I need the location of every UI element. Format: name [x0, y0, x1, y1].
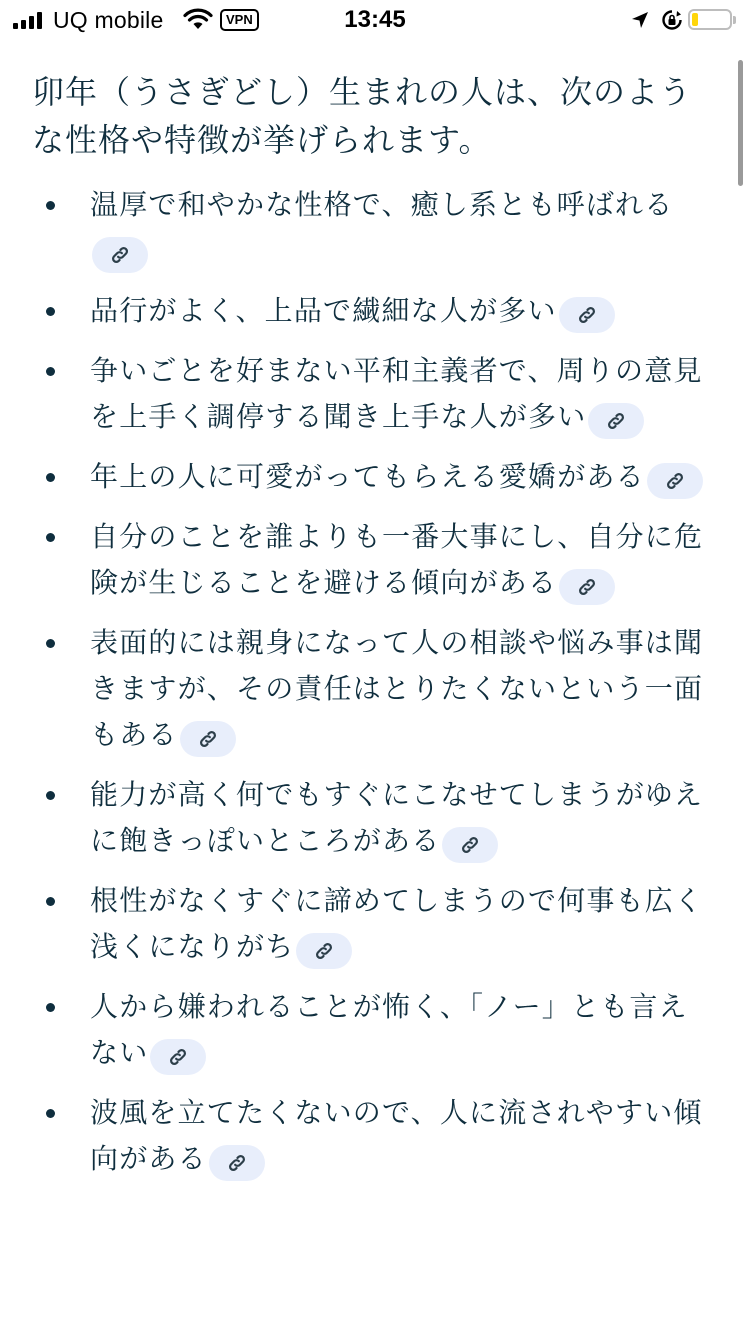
list-item — [32, 878, 712, 970]
bullet-icon — [46, 1109, 55, 1118]
link-icon — [109, 244, 131, 266]
citation-link-button[interactable] — [559, 297, 615, 333]
status-bar — [0, 0, 750, 40]
list-item-text: 争いごとを好まない平和主義者で、周りの意見を上手く調停する聞き上手な人が多い — [90, 354, 703, 433]
bullet-icon — [46, 639, 55, 648]
list-item — [32, 620, 712, 758]
bullet-icon — [46, 367, 55, 376]
link-icon — [459, 834, 481, 856]
citation-link-button[interactable] — [296, 933, 352, 969]
link-icon — [576, 576, 598, 598]
orientation-lock-icon — [661, 9, 683, 36]
list-item — [32, 1090, 712, 1182]
bullet-icon — [46, 533, 55, 542]
battery-level — [692, 13, 698, 26]
link-icon — [664, 470, 686, 492]
location-arrow-icon — [630, 10, 650, 35]
bullet-icon — [46, 307, 55, 316]
list-item — [32, 454, 712, 500]
citation-link-button[interactable] — [588, 403, 644, 439]
intro-paragraph: 卯年（うさぎどし）生まれの人は、次のような性格や特徴が挙げられます。 — [32, 73, 693, 159]
bullet-icon — [46, 1003, 55, 1012]
list-item-text: 能力が高く何でもすぐにこなせてしまうがゆえに飽きっぽいところがある — [90, 778, 704, 857]
citation-link-button[interactable] — [180, 721, 236, 757]
list-item — [32, 984, 712, 1076]
citation-link-button[interactable] — [150, 1039, 206, 1075]
list-item-text: 品行がよく、上品で繊細な人が多い — [90, 294, 557, 327]
link-icon — [197, 728, 219, 750]
bullet-icon — [46, 791, 55, 800]
list-item-text: 温厚で和やかな性格で、癒し系とも呼ばれる — [90, 188, 674, 221]
list-item-text: 年上の人に可愛がってもらえる愛嬌がある — [90, 460, 645, 493]
list-item — [32, 288, 712, 334]
link-icon — [167, 1046, 189, 1068]
link-icon — [576, 304, 598, 326]
article-content — [32, 68, 712, 1196]
link-icon — [313, 940, 335, 962]
carrier-name: UQ mobile — [53, 7, 164, 33]
scrollbar[interactable] — [738, 60, 743, 186]
battery-cap — [733, 16, 736, 24]
list-item — [32, 514, 712, 606]
citation-link-button[interactable] — [647, 463, 703, 499]
citation-link-button[interactable] — [559, 569, 615, 605]
citation-link-button[interactable] — [209, 1145, 265, 1181]
vpn-badge: VPN — [220, 9, 259, 31]
list-item-text: 人から嫌われることが怖く、「ノー」とも言えない — [90, 990, 688, 1069]
status-time: 13:45 — [344, 6, 406, 33]
list-item-text: 根性がなくすぐに諦めてしまうので何事も広く浅くになりがち — [90, 884, 704, 963]
list-item — [32, 182, 712, 274]
citation-link-button[interactable] — [92, 237, 148, 273]
list-item-text: 自分のことを誰よりも一番大事にし、自分に危険が生じることを避ける傾向がある — [90, 520, 704, 599]
bullet-icon — [46, 897, 55, 906]
list-item — [32, 772, 712, 864]
bullet-icon — [46, 473, 55, 482]
link-icon — [226, 1152, 248, 1174]
list-item-text: 表面的には親身になって人の相談や悩み事は聞きますが、その責任はとりたくないという一面もある — [90, 626, 704, 751]
link-icon — [605, 410, 627, 432]
battery-icon — [688, 9, 732, 30]
list-item-text: 波風を立てたくないので、人に流されやすい傾向がある — [90, 1096, 703, 1175]
citation-link-button[interactable] — [442, 827, 498, 863]
list-item — [32, 348, 712, 440]
trait-list — [32, 182, 712, 1182]
bullet-icon — [46, 201, 55, 210]
